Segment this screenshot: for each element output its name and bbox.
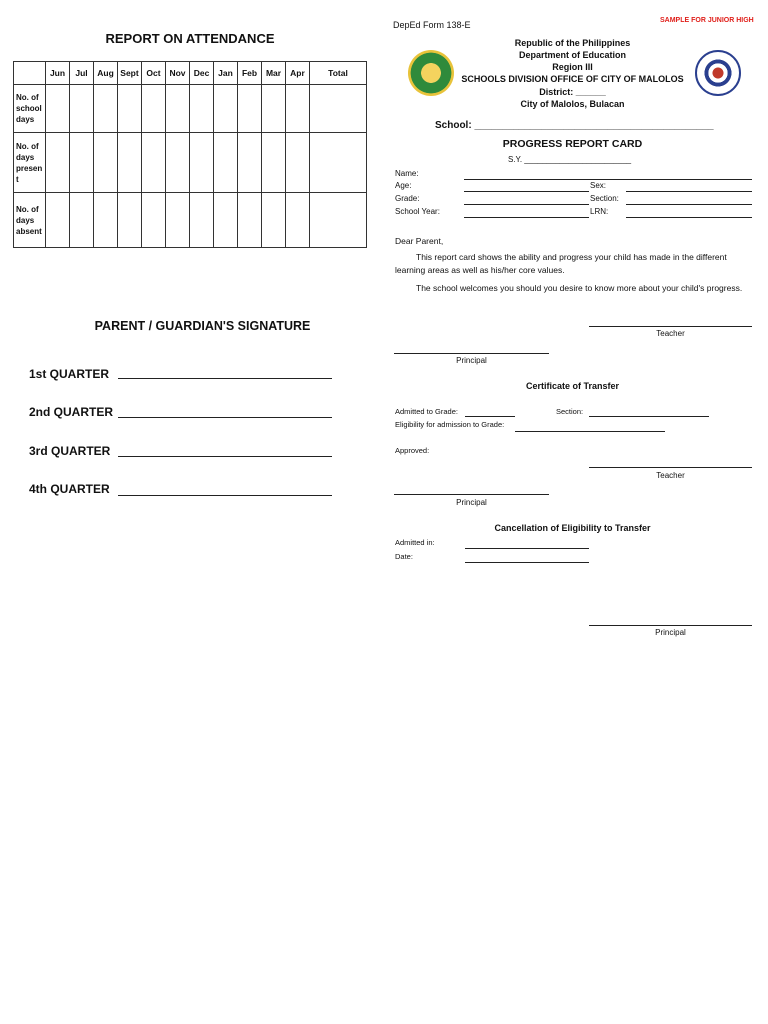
month-header: Jul	[70, 62, 94, 85]
transfer-principal-label: Principal	[456, 498, 487, 507]
quarter-2-label: 2nd QUARTER	[29, 405, 113, 419]
month-header: Sept	[118, 62, 142, 85]
age-label: Age:	[395, 181, 412, 190]
month-header: Aug	[94, 62, 118, 85]
sex-label: Sex:	[590, 181, 607, 190]
transfer-teacher-signature-line[interactable]	[589, 467, 752, 468]
admitted-in-label: Admitted in:	[395, 538, 435, 547]
admitted-grade-field[interactable]	[465, 416, 515, 417]
total-header: Total	[310, 62, 367, 85]
date-label: Date:	[395, 552, 413, 561]
header-republic: Republic of the Philippines	[514, 38, 631, 48]
teacher-label: Teacher	[656, 329, 685, 338]
grade-field[interactable]	[464, 204, 589, 205]
month-header: Mar	[262, 62, 286, 85]
eligibility-field[interactable]	[515, 431, 665, 432]
month-header: Dec	[190, 62, 214, 85]
header-district: District: ______	[539, 87, 606, 97]
attendance-header-row	[14, 62, 367, 85]
school-label: School: ___________________________________________	[435, 120, 714, 131]
name-label: Name:	[395, 169, 419, 178]
quarter-2-signature-line[interactable]	[118, 417, 332, 418]
header-division: SCHOOLS DIVISION OFFICE OF CITY OF MALOLOS	[461, 74, 684, 84]
quarter-3-label: 3rd QUARTER	[29, 444, 111, 458]
school-year-label: School Year:	[395, 207, 440, 216]
attendance-title: REPORT ON ATTENDANCE	[105, 31, 275, 46]
quarter-4-label: 4th QUARTER	[29, 482, 110, 496]
eligibility-label: Eligibility for admission to Grade:	[395, 420, 505, 429]
transfer-section-label: Section:	[556, 407, 584, 416]
signature-title: PARENT / GUARDIAN'S SIGNATURE	[94, 319, 311, 333]
attendance-corner-cell	[14, 62, 46, 85]
month-header: Jan	[214, 62, 238, 85]
section-field[interactable]	[626, 204, 752, 205]
form-label: DepEd Form 138-E	[393, 20, 471, 30]
admitted-grade-label: Admitted to Grade:	[395, 407, 458, 416]
letter-greeting: Dear Parent,	[395, 236, 444, 246]
transfer-title: Certificate of Transfer	[525, 381, 620, 391]
card-title: PROGRESS REPORT CARD	[502, 138, 643, 150]
teacher-signature-line[interactable]	[589, 326, 752, 327]
cancellation-principal-signature-line[interactable]	[589, 625, 752, 626]
section-label: Section:	[590, 194, 619, 203]
grade-label: Grade:	[395, 194, 420, 203]
table-row	[14, 133, 367, 193]
sample-label: SAMPLE FOR JUNIOR HIGH	[660, 17, 754, 24]
header-department: Department of Education	[518, 50, 626, 60]
lrn-label: LRN:	[590, 207, 609, 216]
quarter-4-signature-line[interactable]	[118, 495, 332, 496]
transfer-section-field[interactable]	[589, 416, 709, 417]
school-year-header: S.Y. ________________________	[508, 155, 632, 164]
name-field[interactable]	[464, 179, 752, 180]
letter-paragraph-1: This report card shows the ability and progress your child has made in the different learning areas as well as his/her core values.	[395, 252, 727, 275]
row-label-days-absent: No. of days absent	[14, 193, 46, 248]
principal-label: Principal	[456, 356, 487, 365]
month-header: Feb	[238, 62, 262, 85]
header-region: Region III	[552, 62, 593, 72]
row-label-days-present: No. of days presen t	[14, 133, 46, 193]
month-header: Apr	[286, 62, 310, 85]
table-row	[14, 85, 367, 133]
date-field[interactable]	[465, 562, 589, 563]
transfer-teacher-label: Teacher	[656, 471, 685, 480]
header-city: City of Malolos, Bulacan	[520, 99, 625, 109]
month-header: Nov	[166, 62, 190, 85]
approved-label: Approved:	[395, 446, 430, 455]
quarter-1-signature-line[interactable]	[118, 378, 332, 379]
table-row	[14, 193, 367, 248]
month-header: Oct	[142, 62, 166, 85]
sex-field[interactable]	[626, 191, 752, 192]
quarter-1-label: 1st QUARTER	[29, 367, 110, 381]
lrn-field[interactable]	[626, 217, 752, 218]
letter-paragraph-2: The school welcomes you should you desire to know more about your child's progress.	[416, 283, 743, 293]
school-year-field[interactable]	[464, 217, 589, 218]
quarter-3-signature-line[interactable]	[118, 456, 332, 457]
principal-signature-line[interactable]	[394, 353, 549, 354]
month-header: Jun	[46, 62, 70, 85]
row-label-school-days: No. of school days	[14, 85, 46, 133]
attendance-table	[13, 61, 367, 248]
cancellation-title: Cancellation of Eligibility to Transfer	[494, 523, 651, 533]
age-field[interactable]	[464, 191, 589, 192]
cancellation-principal-label: Principal	[655, 628, 686, 637]
admitted-in-field[interactable]	[465, 548, 589, 549]
transfer-principal-signature-line[interactable]	[394, 494, 549, 495]
